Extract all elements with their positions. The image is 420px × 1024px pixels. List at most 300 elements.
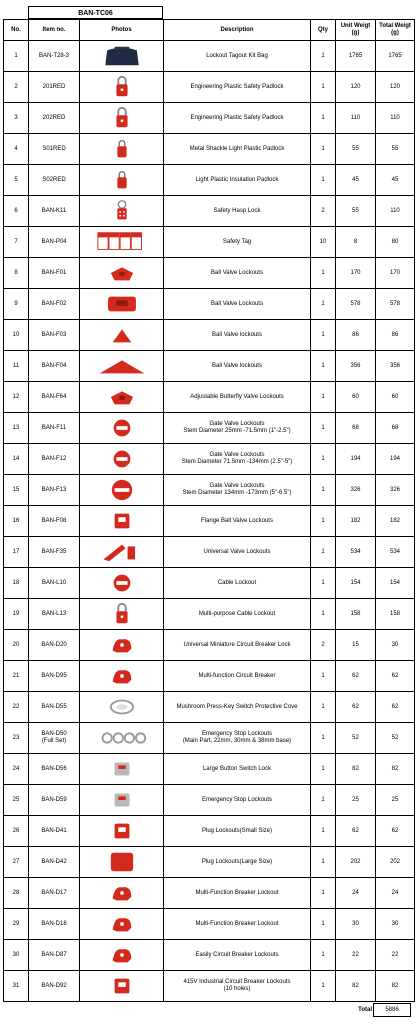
table-header-row (4, 20, 415, 41)
cell-no: 13 (4, 413, 29, 444)
cell-description: Cable Lockout (164, 568, 311, 599)
cell-no: 27 (4, 847, 29, 878)
table-row (4, 258, 415, 289)
hasp-icon (92, 198, 152, 224)
gate-valve-icon (92, 415, 152, 441)
cell-total-weight: 30 (376, 909, 415, 940)
cell-photo (80, 971, 164, 1002)
cell-qty: 1 (311, 723, 336, 754)
cell-photo (80, 940, 164, 971)
cell-unit-weight: 82 (336, 754, 376, 785)
cell-qty: 1 (311, 878, 336, 909)
cell-description-line-2: Stem Diameter 134mm -173mm (5"-6.5") (182, 490, 292, 496)
breaker-lockout-icon (92, 911, 152, 937)
cell-description: Mushroom Press-Key Switch Protective Cove (164, 692, 311, 723)
cell-qty: 1 (311, 661, 336, 692)
cell-item-no: BAN-F64 (29, 382, 80, 413)
table-row (4, 599, 415, 630)
emergency-stop-icon (92, 787, 152, 813)
table-row (4, 506, 415, 537)
cell-item-no: BAN-D59 (29, 785, 80, 816)
cell-unit-weight: 182 (336, 506, 376, 537)
cell-total-weight: 1765 (376, 41, 415, 72)
cell-item-no: BAN-F12 (29, 444, 80, 475)
cell-description: Lockout Tagout Kit Bag (164, 41, 311, 72)
cell-qty: 1 (311, 692, 336, 723)
cell-item-no: BAN-L10 (29, 568, 80, 599)
cell-qty: 1 (311, 413, 336, 444)
cell-description: Multi-Function Breaker Lockout (164, 909, 311, 940)
cell-qty: 1 (311, 754, 336, 785)
cell-unit-weight: 25 (336, 785, 376, 816)
cell-qty: 1 (311, 785, 336, 816)
cell-item-no: BAN-D92 (29, 971, 80, 1002)
cell-no: 28 (4, 878, 29, 909)
cell-photo (80, 165, 164, 196)
cell-description: Universal Miniature Circuit Breaker Lock (164, 630, 311, 661)
cell-description: Engineering Plastic Safety Padlock (164, 103, 311, 134)
total-label: Total (358, 1007, 372, 1013)
header-photos: Photos (80, 20, 164, 41)
cell-photo (80, 413, 164, 444)
cell-unit-weight: 15 (336, 630, 376, 661)
table-row (4, 165, 415, 196)
cell-item-no: BAN-D55 (29, 692, 80, 723)
cell-qty: 1 (311, 103, 336, 134)
cell-unit-weight: 68 (336, 413, 376, 444)
item-table (3, 19, 415, 1002)
cell-photo (80, 196, 164, 227)
cell-item-no: BAN-F01 (29, 258, 80, 289)
table-row (4, 537, 415, 568)
cell-qty: 1 (311, 537, 336, 568)
cell-item-no: BAN-F03 (29, 320, 80, 351)
cell-item-no: BAN-D20 (29, 630, 80, 661)
table-row (4, 754, 415, 785)
table-row (4, 320, 415, 351)
cell-description: Flange Ball Valve Lockouts (164, 506, 311, 537)
cell-total-weight: 30 (376, 630, 415, 661)
table-row (4, 878, 415, 909)
cell-photo (80, 444, 164, 475)
cell-item-no: BAN-D87 (29, 940, 80, 971)
cell-no: 7 (4, 227, 29, 258)
cell-item-no (29, 723, 80, 754)
cell-item-no: 202RED (29, 103, 80, 134)
cell-unit-weight: 22 (336, 940, 376, 971)
table-row (4, 630, 415, 661)
cell-qty: 1 (311, 258, 336, 289)
header-no: No. (4, 20, 29, 41)
cell-item-no: BAN-K11 (29, 196, 80, 227)
table-row (4, 692, 415, 723)
cell-unit-weight: 170 (336, 258, 376, 289)
cell-photo (80, 320, 164, 351)
table-row (4, 382, 415, 413)
cell-description-line-1: Emergency Stop Lockouts (201, 731, 273, 737)
cell-no: 2 (4, 72, 29, 103)
cell-no: 15 (4, 475, 29, 506)
cell-unit-weight: 82 (336, 971, 376, 1002)
cell-item-no: BAN-F11 (29, 413, 80, 444)
cell-no: 29 (4, 909, 29, 940)
cell-qty: 1 (311, 909, 336, 940)
cell-total-weight: 578 (376, 289, 415, 320)
cell-unit-weight: 62 (336, 661, 376, 692)
switch-lock-icon (92, 756, 152, 782)
cell-photo (80, 227, 164, 258)
cell-photo (80, 599, 164, 630)
cell-item-no: BAN-D18 (29, 909, 80, 940)
header-qty: Qty (311, 20, 336, 41)
cell-item-no: BAN-T28-3 (29, 41, 80, 72)
universal-valve-icon (92, 539, 152, 565)
table-row (4, 816, 415, 847)
cell-total-weight: 326 (376, 475, 415, 506)
padlock-icon (92, 74, 152, 100)
cell-description (164, 475, 311, 506)
cell-photo (80, 692, 164, 723)
cell-unit-weight: 158 (336, 599, 376, 630)
cell-item-no: BAN-L13 (29, 599, 80, 630)
cell-photo (80, 41, 164, 72)
cell-total-weight: 24 (376, 878, 415, 909)
cell-item-no: BAN-F04 (29, 351, 80, 382)
valve-lockout-icon (92, 322, 152, 348)
cell-unit-weight: 62 (336, 816, 376, 847)
cell-description: Large Button Switch Lock (164, 754, 311, 785)
cell-description-line-1: Gate Valve Lockouts (209, 452, 265, 458)
cell-description-line-2: Stem Diameter 71.5mm -134mm (2.5"-5") (181, 459, 293, 465)
cell-qty: 1 (311, 351, 336, 382)
cell-total-weight: 52 (376, 723, 415, 754)
cell-no: 4 (4, 134, 29, 165)
table-body (4, 41, 415, 1002)
cell-total-weight: 154 (376, 568, 415, 599)
cell-description: Multi-purpose Cable Lockout (164, 599, 311, 630)
cell-qty: 1 (311, 847, 336, 878)
table-row (4, 227, 415, 258)
table-row (4, 971, 415, 1002)
cell-photo (80, 785, 164, 816)
cell-unit-weight: 86 (336, 320, 376, 351)
table-row (4, 785, 415, 816)
cell-description: Light Plastic Insulation Padlock (164, 165, 311, 196)
cell-total-weight: 534 (376, 537, 415, 568)
cell-total-weight: 110 (376, 103, 415, 134)
cell-photo (80, 723, 164, 754)
cell-description: Metal Shackle Light Plastic Padlock (164, 134, 311, 165)
cell-unit-weight: 45 (336, 165, 376, 196)
table-row (4, 940, 415, 971)
cell-item-no: BAN-D42 (29, 847, 80, 878)
cell-item-no: S02RED (29, 165, 80, 196)
cable-lockout-icon (92, 601, 152, 627)
cell-total-weight: 356 (376, 351, 415, 382)
cell-description-line-2: (10 holes) (223, 986, 251, 992)
cell-qty: 1 (311, 506, 336, 537)
breaker-lock-icon (92, 663, 152, 689)
table-row (4, 289, 415, 320)
cell-qty: 1 (311, 72, 336, 103)
cell-no: 18 (4, 568, 29, 599)
cell-photo (80, 382, 164, 413)
cell-photo (80, 847, 164, 878)
cell-photo (80, 537, 164, 568)
cell-total-weight: 82 (376, 971, 415, 1002)
cell-description: Multi-function Circuit Breaker (164, 661, 311, 692)
cell-item-no: BAN-P04 (29, 227, 80, 258)
cell-unit-weight: 1765 (336, 41, 376, 72)
flange-valve-icon (92, 508, 152, 534)
cell-description (164, 723, 311, 754)
cell-qty: 1 (311, 940, 336, 971)
header-unit-weight: Unit Weigt (g) (336, 20, 376, 41)
cell-unit-weight: 578 (336, 289, 376, 320)
cell-item-no: 201RED (29, 72, 80, 103)
cell-item-no-line-1: BAN-D50 (41, 731, 67, 737)
cell-photo (80, 909, 164, 940)
cell-description: Plug Lockouts(Small Size) (164, 816, 311, 847)
padlock-icon (92, 136, 152, 162)
cell-photo (80, 878, 164, 909)
table-row (4, 134, 415, 165)
cell-unit-weight: 356 (336, 351, 376, 382)
cell-qty: 1 (311, 444, 336, 475)
cell-unit-weight: 202 (336, 847, 376, 878)
cell-no: 24 (4, 754, 29, 785)
cell-photo (80, 816, 164, 847)
cell-description-line-2: Stem Diameter 25mm -71.5mm (1"-2.5") (183, 428, 291, 434)
cell-no: 22 (4, 692, 29, 723)
cell-description: Safety Hasp Lock (164, 196, 311, 227)
cell-unit-weight: 326 (336, 475, 376, 506)
table-row (4, 568, 415, 599)
cell-description-line-1: Gate Valve Lockouts (209, 421, 265, 427)
valve-lockout-icon (92, 353, 152, 379)
cell-qty: 1 (311, 971, 336, 1002)
cell-photo (80, 72, 164, 103)
cell-no: 30 (4, 940, 29, 971)
cell-item-no: BAN-F35 (29, 537, 80, 568)
cell-total-weight: 60 (376, 382, 415, 413)
cell-total-weight: 86 (376, 320, 415, 351)
cell-qty: 1 (311, 475, 336, 506)
cell-total-weight: 62 (376, 816, 415, 847)
cell-qty: 1 (311, 134, 336, 165)
cell-unit-weight: 194 (336, 444, 376, 475)
cell-total-weight: 182 (376, 506, 415, 537)
cell-description-line-1: 415V Industrial Circuit Breaker Lockouts (183, 979, 291, 985)
table-row (4, 475, 415, 506)
cell-no: 19 (4, 599, 29, 630)
cell-no: 14 (4, 444, 29, 475)
butterfly-valve-icon (92, 384, 152, 410)
cell-no: 5 (4, 165, 29, 196)
cell-qty: 1 (311, 289, 336, 320)
cell-total-weight: 55 (376, 134, 415, 165)
cell-photo (80, 661, 164, 692)
cell-photo (80, 351, 164, 382)
valve-lockout-icon (92, 291, 152, 317)
cell-no: 16 (4, 506, 29, 537)
cell-description: Plug Lockouts(Large Size) (164, 847, 311, 878)
gate-valve-icon (92, 446, 152, 472)
cell-no: 1 (4, 41, 29, 72)
cell-photo (80, 754, 164, 785)
cell-total-weight: 25 (376, 785, 415, 816)
cell-description: Safety Tag (164, 227, 311, 258)
cell-photo (80, 289, 164, 320)
cell-no: 26 (4, 816, 29, 847)
cell-photo (80, 258, 164, 289)
cell-total-weight: 62 (376, 661, 415, 692)
breaker-lockout-icon (92, 973, 152, 999)
cell-qty: 2 (311, 630, 336, 661)
cell-total-weight: 80 (376, 227, 415, 258)
cell-no: 23 (4, 723, 29, 754)
cell-unit-weight: 110 (336, 103, 376, 134)
cell-item-no: S01RED (29, 134, 80, 165)
table-row (4, 41, 415, 72)
cell-photo (80, 475, 164, 506)
cell-item-no: BAN-F13 (29, 475, 80, 506)
header-description: Description (164, 20, 311, 41)
header-total-weight: Total Weigt (g) (376, 20, 415, 41)
cell-no: 20 (4, 630, 29, 661)
table-row (4, 196, 415, 227)
cell-total-weight: 194 (376, 444, 415, 475)
cell-description (164, 444, 311, 475)
cell-no: 17 (4, 537, 29, 568)
cell-no: 9 (4, 289, 29, 320)
cell-item-no: BAN-D17 (29, 878, 80, 909)
cell-no: 3 (4, 103, 29, 134)
cell-description: Ball Valve Lockouts (164, 289, 311, 320)
cell-total-weight: 120 (376, 72, 415, 103)
cell-description: Multi-Function Breaker Lockout (164, 878, 311, 909)
cell-qty: 1 (311, 165, 336, 196)
cell-photo (80, 134, 164, 165)
cell-total-weight: 158 (376, 599, 415, 630)
total-row (0, 1003, 420, 1017)
table-row (4, 351, 415, 382)
cell-qty: 10 (311, 227, 336, 258)
table-row (4, 103, 415, 134)
cell-photo (80, 506, 164, 537)
cell-total-weight: 82 (376, 754, 415, 785)
cell-description: Ball Valve lockouts (164, 351, 311, 382)
plug-lockout-icon (92, 849, 152, 875)
safety-tag-icon (92, 229, 152, 255)
table-row (4, 444, 415, 475)
cell-description: Ball Valve lockouts (164, 320, 311, 351)
kit-code: BAN-TC06 (28, 6, 163, 19)
cell-unit-weight: 8 (336, 227, 376, 258)
cell-qty: 2 (311, 196, 336, 227)
cell-total-weight: 110 (376, 196, 415, 227)
breaker-lockout-icon (92, 942, 152, 968)
cell-unit-weight: 30 (336, 909, 376, 940)
cell-photo (80, 630, 164, 661)
cell-total-weight: 22 (376, 940, 415, 971)
cell-description (164, 413, 311, 444)
kit-bag-icon (92, 43, 152, 69)
cell-no: 31 (4, 971, 29, 1002)
header-item-no: Item no. (29, 20, 80, 41)
table-row (4, 723, 415, 754)
switch-cover-icon (92, 694, 152, 720)
cell-item-no: BAN-F02 (29, 289, 80, 320)
cell-total-weight: 45 (376, 165, 415, 196)
cell-unit-weight: 154 (336, 568, 376, 599)
emergency-stop-icon (92, 725, 152, 751)
cell-no: 25 (4, 785, 29, 816)
table-row (4, 909, 415, 940)
plug-lockout-icon (92, 818, 152, 844)
cell-description: Adjustable Butterfly Valve Lockouts (164, 382, 311, 413)
cell-unit-weight: 52 (336, 723, 376, 754)
cable-lockout-icon (92, 570, 152, 596)
breaker-lockout-icon (92, 880, 152, 906)
padlock-icon (92, 105, 152, 131)
cell-no: 12 (4, 382, 29, 413)
cell-no: 21 (4, 661, 29, 692)
padlock-icon (92, 167, 152, 193)
cell-item-no: BAN-F08 (29, 506, 80, 537)
cell-no: 10 (4, 320, 29, 351)
cell-description: Ball Valve Lockouts (164, 258, 311, 289)
cell-item-no: BAN-D56 (29, 754, 80, 785)
total-value: 5886 (373, 1003, 411, 1017)
cell-unit-weight: 24 (336, 878, 376, 909)
gate-valve-icon (92, 477, 152, 503)
cell-no: 11 (4, 351, 29, 382)
table-row (4, 72, 415, 103)
cell-item-no-line-2: (Full Set) (41, 738, 67, 744)
table-row (4, 661, 415, 692)
cell-unit-weight: 62 (336, 692, 376, 723)
cell-description (164, 971, 311, 1002)
table-row (4, 413, 415, 444)
cell-no: 8 (4, 258, 29, 289)
table-row (4, 847, 415, 878)
cell-photo (80, 568, 164, 599)
cell-qty: 1 (311, 320, 336, 351)
cell-qty: 1 (311, 41, 336, 72)
cell-item-no: BAN-D95 (29, 661, 80, 692)
cell-unit-weight: 60 (336, 382, 376, 413)
cell-item-no: BAN-D41 (29, 816, 80, 847)
cell-unit-weight: 55 (336, 196, 376, 227)
cell-description: Universal Valve Lockouts (164, 537, 311, 568)
cell-qty: 1 (311, 568, 336, 599)
cell-total-weight: 202 (376, 847, 415, 878)
cell-description: Emergency Stop Lockouts (164, 785, 311, 816)
cell-unit-weight: 534 (336, 537, 376, 568)
valve-lockout-icon (92, 260, 152, 286)
cell-description-line-1: Gate Valve Lockouts (209, 483, 265, 489)
cell-total-weight: 68 (376, 413, 415, 444)
cell-total-weight: 62 (376, 692, 415, 723)
cell-description: Easily Circuit Breaker Lockouts (164, 940, 311, 971)
cell-description: Engineering Plastic Safety Padlock (164, 72, 311, 103)
cell-qty: 1 (311, 599, 336, 630)
cell-total-weight: 170 (376, 258, 415, 289)
cell-unit-weight: 120 (336, 72, 376, 103)
cell-qty: 1 (311, 816, 336, 847)
cell-unit-weight: 55 (336, 134, 376, 165)
